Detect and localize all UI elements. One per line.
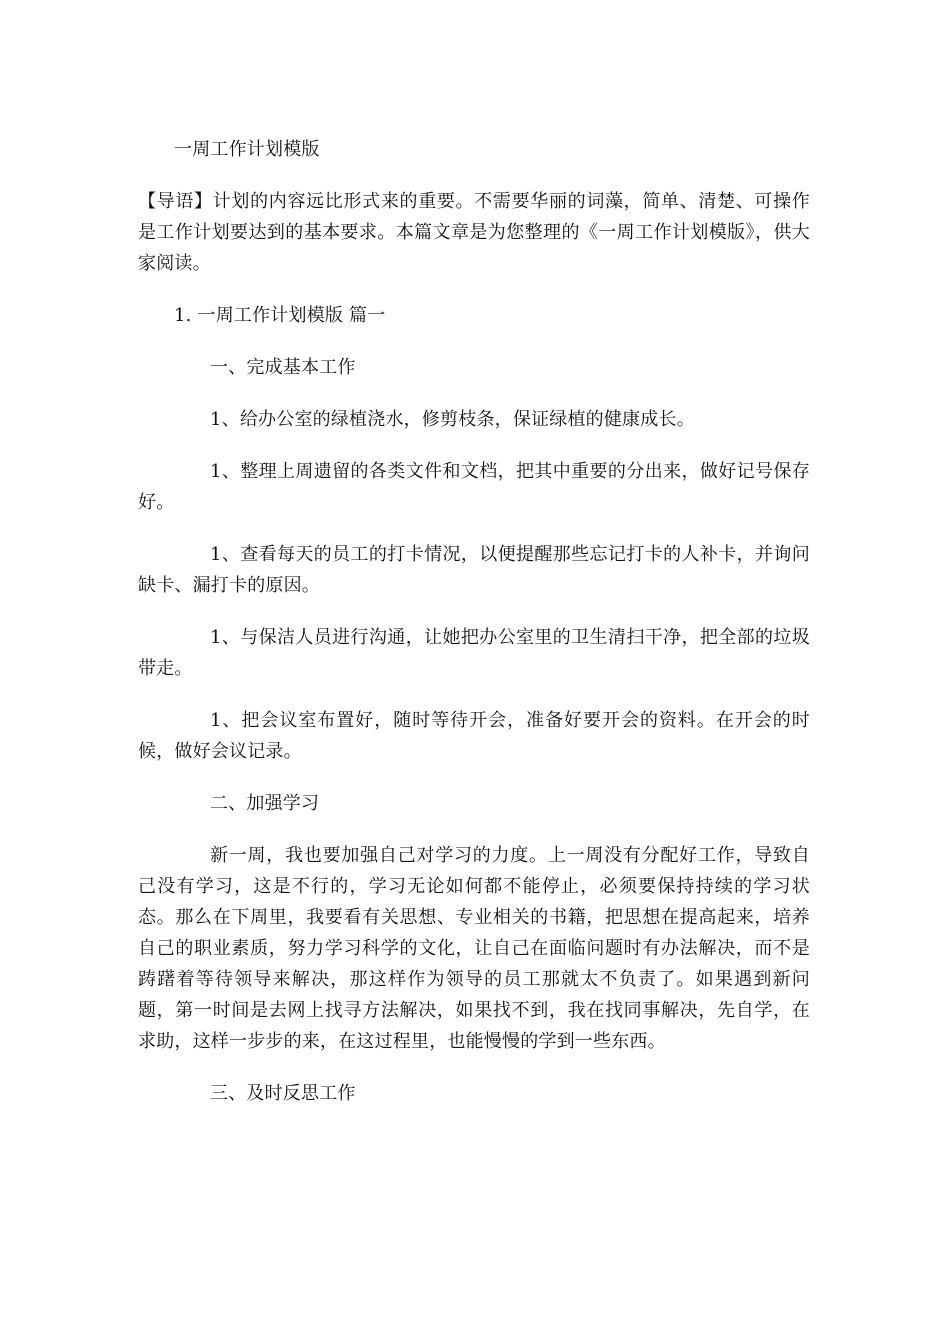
part-1-item: 1、整理上周遗留的各类文件和文档，把其中重要的分出来，做好记号保存好。	[138, 461, 810, 513]
document-title: 一周工作计划模版	[174, 139, 320, 160]
part-1-item: 1、把会议室布置好，随时等待开会，准备好要开会的资料。在开会的时候，做好会议记录。	[138, 710, 810, 762]
part-1-item: 1、查看每天的员工的打卡情况，以便提醒那些忘记打卡的人补卡，并询问缺卡、漏打卡的原因。	[138, 544, 810, 596]
document-body	[138, 134, 810, 1109]
section-1-title: 1. 一周工作计划模版 篇一	[174, 305, 386, 326]
part-2-paragraph: 新一周，我也要加强自己对学习的力度。上一周没有分配好工作，导致自己没有学习，这是不行的，学习无论如何都不能停止，必须要保持持续的学习状态。那么在下周里，我要看有关思想、专业相关的书籍，把思想在提高起来，培养自己的职业素质，努力学习科学的文化，让自己在面临问题时有办法解决，而不是踌躇着等待领导来解决，那这样作为领导的员工那就太不负责了。如果遇到新问题，第一时间是去网上找寻方法解决，如果找不到，我在找同事解决，先自学，在求助，这样一步步的来，在这过程里，也能慢慢的学到一些东西。	[138, 845, 810, 1052]
part-2-heading: 二、加强学习	[210, 793, 320, 814]
part-1-item: 1、给办公室的绿植浇水，修剪枝条，保证绿植的健康成长。	[210, 409, 695, 430]
part-3-heading: 三、及时反思工作	[210, 1083, 356, 1104]
part-1-item: 1、与保洁人员进行沟通，让她把办公室里的卫生清扫干净，把全部的垃圾带走。	[138, 627, 810, 679]
part-1-heading: 一、完成基本工作	[210, 357, 356, 378]
intro-paragraph: 【导语】计划的内容远比形式来的重要。不需要华丽的词藻，简单、清楚、可操作是工作计划要达到的基本要求。本篇文章是为您整理的《一周工作计划模版》，供大家阅读。	[138, 191, 810, 274]
